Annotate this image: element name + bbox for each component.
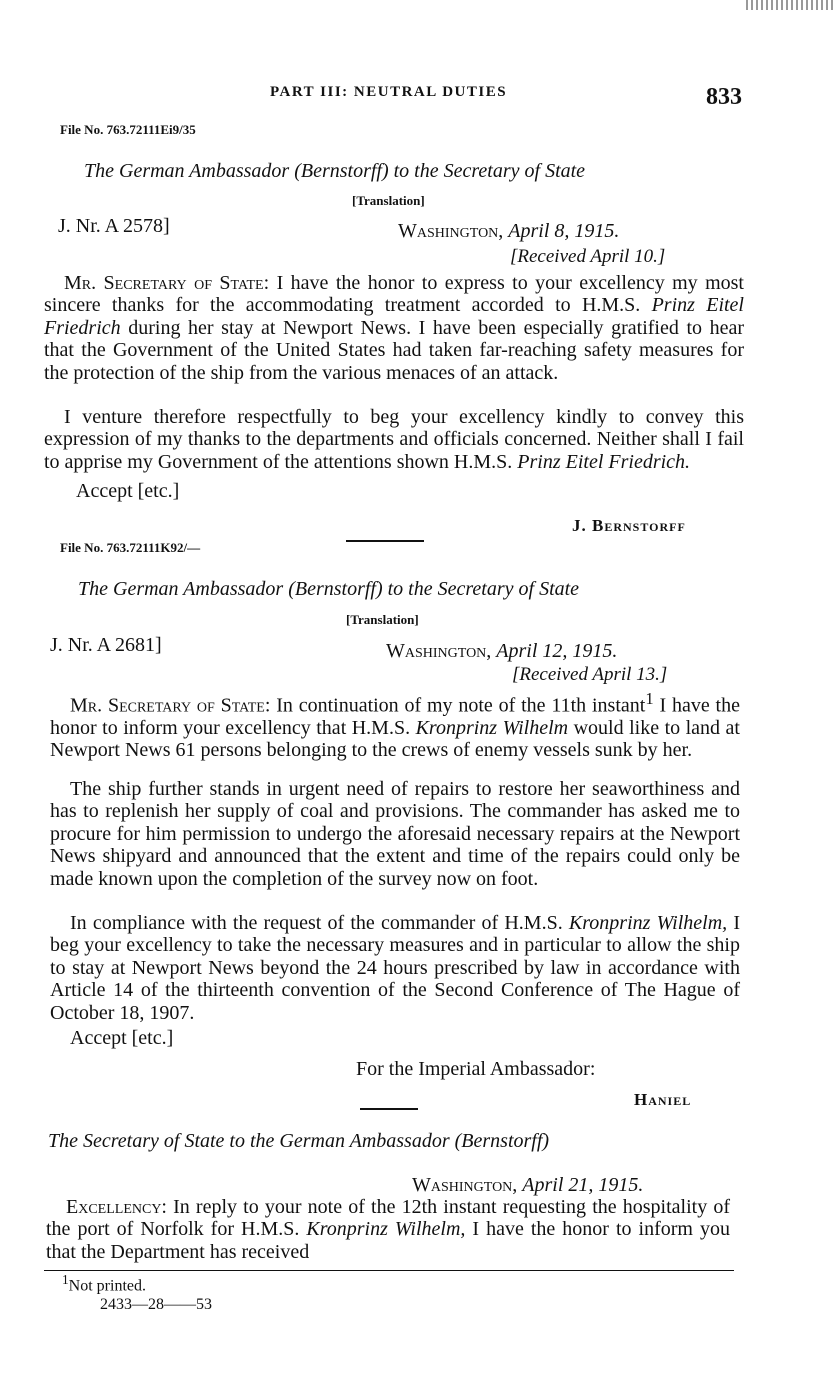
doc1-heading: The German Ambassador (Bernstorff) to the Secretary of State — [84, 160, 586, 182]
doc1-signature: J. Bernstorff — [572, 516, 686, 535]
doc1-closing: Accept [etc.] — [76, 480, 180, 502]
doc2-for-line: For the Imperial Ambassador: — [356, 1058, 596, 1080]
doc2-received: [Received April 13.] — [512, 664, 668, 685]
doc2-para1-text-a: In continuation of my note of the 11th instant — [270, 694, 646, 717]
doc3-paragraph-1 — [46, 1196, 730, 1263]
page-number: 833 — [706, 84, 742, 110]
doc2-ship-name-2: Kronprinz Wilhelm, — [568, 912, 728, 934]
section-divider-2 — [360, 1108, 418, 1110]
doc1-dateline — [398, 220, 619, 243]
doc3-place: Washington, — [412, 1174, 518, 1196]
doc2-salutation: Mr. Secretary of State: — [70, 694, 271, 717]
doc1-paragraph-1 — [44, 272, 744, 384]
doc3-heading: The Secretary of State to the German Ambassador (Bernstorff) — [48, 1130, 550, 1152]
doc2-reference: J. Nr. A 2681] — [50, 634, 162, 656]
doc3-dateline — [412, 1174, 643, 1197]
footnote-mark: 1 — [62, 1272, 69, 1287]
doc3-para1-text-b: I have the honor to inform you that the Department has received — [46, 1218, 730, 1263]
doc2-closing: Accept [etc.] — [70, 1027, 174, 1049]
doc2-para1-text-c: would like to land at Newport News 61 persons belonging to the crews of enemy vessels sunk by her. — [50, 717, 740, 762]
file-number-2: File No. 763.72111K92/— — [60, 540, 201, 555]
doc2-place: Washington, — [386, 640, 492, 662]
doc2-paragraph-1 — [50, 688, 740, 762]
doc3-para1-text-a: In reply to your note of the 12th instant requesting the hospitality of the port of Norfolk for H.M.S. — [46, 1196, 730, 1241]
doc1-para1-text-b: during her stay at Newport News. I have been especially gratified to hear that the Government of the United States had taken far-reaching safety measures for the protection of the ship from the various menaces of an attack. — [44, 316, 744, 384]
section-divider-1 — [346, 540, 424, 542]
doc1-reference: J. Nr. A 2578] — [58, 215, 170, 237]
doc3-salutation: Excellency: — [66, 1196, 167, 1218]
doc2-translation-note: [Translation] — [346, 612, 419, 627]
doc2-heading: The German Ambassador (Bernstorff) to the Secretary of State — [78, 578, 580, 600]
doc1-received: [Received April 10.] — [510, 246, 666, 267]
doc2-ship-name: Kronprinz Wilhelm — [415, 717, 569, 740]
doc2-paragraph-3 — [50, 912, 740, 1024]
doc1-para2-text: I venture therefore respectfully to beg your excellency kindly to convey this expression of my thanks to the departments and officials concerned. Neither shall I fail to apprise my Government of the attentions shown H.M.S. — [44, 406, 744, 473]
doc1-date: April 8, 1915. — [508, 220, 620, 242]
doc2-para3-text-b: I beg your excellency to take the necessary measures and in particular to allow the ship to stay at Newport News beyond the 24 hours prescribed by law in accordance with Article 14 of the thirteenth convention of the Second Conference of The Hague of October 18, 1907. — [50, 912, 740, 1024]
footnote-text: Not printed. — [68, 1277, 146, 1295]
doc2-para3-text-a: In compliance with the request of the commander of H.M.S. — [70, 912, 569, 934]
doc1-ship-name-2: Prinz Eitel Friedrich. — [517, 450, 691, 473]
footnote-reference-mark: 1 — [645, 689, 654, 708]
doc2-paragraph-2 — [50, 778, 740, 890]
doc2-dateline — [386, 640, 617, 663]
doc2-signature: Haniel — [634, 1090, 692, 1109]
scan-edge-noise — [746, 0, 836, 10]
doc1-ship-name: Prinz Eitel Friedrich — [44, 294, 744, 339]
doc1-para1-text-a: I have the honor to express to your excellency my most sincere thanks for the accommodating treatment accorded to H.M.S. — [44, 272, 744, 317]
doc1-paragraph-2 — [44, 406, 744, 473]
file-number-1: File No. 763.72111Ei9/35 — [60, 122, 196, 137]
doc2-para2-text: The ship further stands in urgent need of repairs to restore her seaworthiness and has to replenish her supply of coal and provisions. The commander has asked me to procure for him permission to undergo the aforesaid necessary repairs at the Newport News shipyard and announced that the extent and time of the repairs could only be made known upon the completion of the survey now on foot. — [50, 778, 740, 890]
footnote-rule — [44, 1270, 734, 1271]
doc3-date: April 21, 1915. — [522, 1174, 644, 1196]
footnote — [62, 1272, 146, 1295]
doc2-date: April 12, 1915. — [496, 640, 618, 662]
running-head: PART III: NEUTRAL DUTIES — [270, 84, 508, 100]
doc3-ship-name: Kronprinz Wilhelm, — [306, 1218, 466, 1241]
doc1-translation-note: [Translation] — [352, 193, 425, 208]
doc1-place: Washington, — [398, 220, 504, 242]
doc2-para1-text-b: I have the honor to inform your excellency that H.M.S. — [50, 694, 740, 740]
printer-code: 2433—28——53 — [100, 1296, 212, 1313]
doc1-salutation: Mr. Secretary of State: — [64, 272, 270, 294]
